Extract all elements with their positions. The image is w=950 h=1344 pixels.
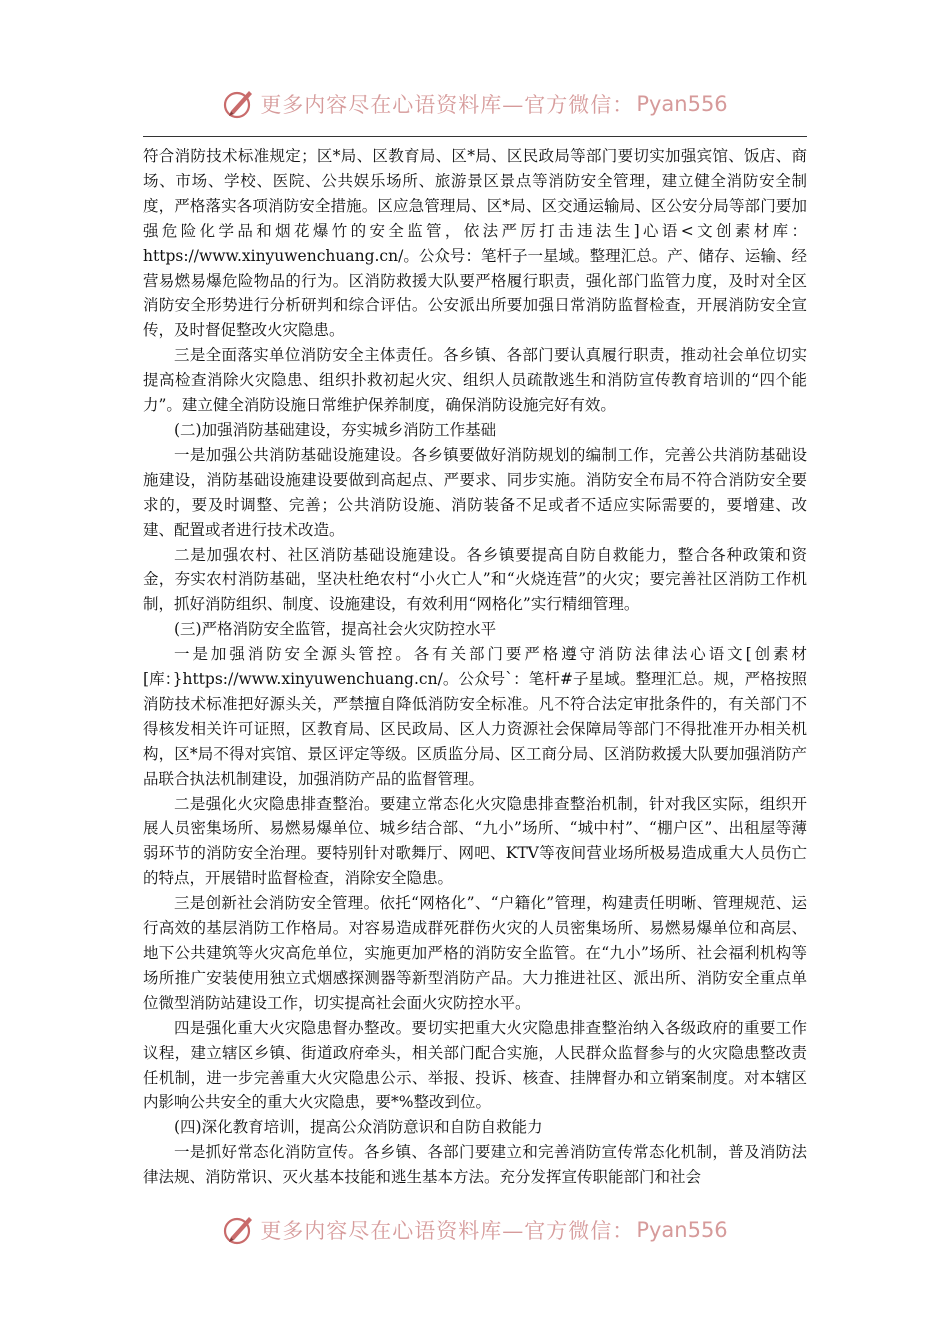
header-rule bbox=[143, 136, 807, 137]
watermark-text: 更多内容尽在心语资料库—官方微信： bbox=[260, 1219, 635, 1243]
section-heading: (二)加强消防基础建设，夯实城乡消防工作基础 bbox=[174, 420, 497, 439]
watermark-wechat-id: Pyan556 bbox=[636, 92, 728, 116]
watermark-text: 更多内容尽在心语资料库—官方微信： bbox=[260, 93, 635, 117]
paragraph: 一是加强公共消防基础设施建设。各乡镇要做好消防规划的编制工作，完善公共消防基础设施建设，消防基础设施建设要做到高起点、严要求、同步实施。消防安全布局不符合消防安全要求的，要及时调整、完善；公共消防设施、消防装备不足或者不适应实际需要的，要增建、改建、配置或者进行技术改造。 bbox=[143, 445, 807, 539]
watermark-wechat-id: Pyan556 bbox=[636, 1218, 728, 1242]
section-heading: (三)严格消防安全监管，提高社会火灾防控水平 bbox=[174, 620, 497, 639]
paragraph: 三是创新社会消防安全管理。依托“网格化”、“户籍化”管理，构建责任明晰、管理规范、运行高效的基层消防工作格局。对容易造成群死群伤火灾的人员密集场所、易燃易爆单位和高层、地下公共建筑等火灾高危单位，实施更加严格的消防安全监管。在“九小”场所、社会福利机构等场所推广安装使用独立式烟感探测器等新型消防产品。大力推进社区、派出所、消防安全重点单位微型消防站建设工作，切实提高社会面火灾防控水平。 bbox=[143, 894, 807, 1012]
paragraph: 四是强化重大火灾隐患督办整改。要切实把重大火灾隐患排查整治纳入各级政府的重要工作议程，建立辖区乡镇、街道政府牵头，相关部门配合实施，人民群众监督参与的火灾隐患整改责任机制，进一步完善重大火灾隐患公示、举报、投诉、核查、挂牌督办和立销案制度。对本辖区内影响公共安全的重大火灾隐患，要*%整改到位。 bbox=[143, 1018, 807, 1112]
pen-logo-icon bbox=[222, 1213, 256, 1247]
paragraph: 一是抓好常态化消防宣传。各乡镇、各部门要建立和完善消防宣传常态化机制，普及消防法律法规、消防常识、灭火基本技能和逃生基本方法。充分发挥宣传职能部门和社会 bbox=[143, 1143, 807, 1187]
document-body bbox=[143, 144, 807, 1190]
watermark-banner-bottom bbox=[0, 1208, 950, 1252]
paragraph: 符合消防技术标准规定；区*局、区教育局、区*局、区民政局等部门要切实加强宾馆、饭店、商场、市场、学校、医院、公共娱乐场所、旅游景区景点等消防安全管理，建立健全消防安全制度，严格落实各项消防安全措施。区应急管理局、区*局、区交通运输局、区公安分局等部门要加强危险化学品和烟花爆竹的安全监管，依法严厉打击违法生]心语<文创素材库：https://www.xinyuwenchuang.cn/。公众号：笔杆子一星域。整理汇总。产、储存、运输、经营易燃易爆危险物品的行为。区消防救援大队要严格履行职责，强化部门监管力度，及时对全区消防安全形势进行分析研判和综合评估。公安派出所要加强日常消防监督检查，开展消防安全宣传，及时督促整改火灾隐患。 bbox=[143, 147, 807, 340]
watermark-banner-top bbox=[0, 82, 950, 126]
section-heading: (四)深化教育培训，提高公众消防意识和自防自救能力 bbox=[174, 1118, 543, 1137]
paragraph: 三是全面落实单位消防安全主体责任。各乡镇、各部门要认真履行职责，推动社会单位切实提高检查消除火灾隐患、组织扑救初起火灾、组织人员疏散逃生和消防宣传教育培训的“四个能力”。建立健全消防设施日常维护保养制度，确保消防设施完好有效。 bbox=[143, 346, 807, 415]
paragraph: 一是加强消防安全源头管控。各有关部门要严格遵守消防法律法心语文[创素材[库：}https://www.xinyuwenchuang.cn/。公众号`：笔杆#子星域。整理汇总。规，严格按照消防技术标准把好源头关，严禁擅自降低消防安全标准。凡不符合法定审批条件的，有关部门不得核发相关许可证照，区教育局、区民政局、区人力资源社会保障局等部门不得批准开办相关机构，区*局不得对宾馆、景区评定等级。区质监分局、区工商分局、区消防救援大队要加强消防产品联合执法机制建设，加强消防产品的监督管理。 bbox=[143, 645, 807, 788]
paragraph: 二是加强农村、社区消防基础设施建设。各乡镇要提高自防自救能力，整合各种政策和资金，夯实农村消防基础，坚决杜绝农村“小火亡人”和“火烧连营”的火灾；要完善社区消防工作机制，抓好消防组织、制度、设施建设，有效利用“网格化”实行精细管理。 bbox=[143, 545, 807, 614]
paragraph: 二是强化火灾隐患排查整治。要建立常态化火灾隐患排查整治机制，针对我区实际，组织开展人员密集场所、易燃易爆单位、城乡结合部、“九小”场所、“城中村”、“棚户区”、出租屋等薄弱环节的消防安全治理。要特别针对歌舞厅、网吧、KTV等夜间营业场所极易造成重大人员伤亡的特点，开展错时监督检查，消除安全隐患。 bbox=[143, 794, 807, 888]
pen-logo-icon bbox=[222, 87, 256, 121]
